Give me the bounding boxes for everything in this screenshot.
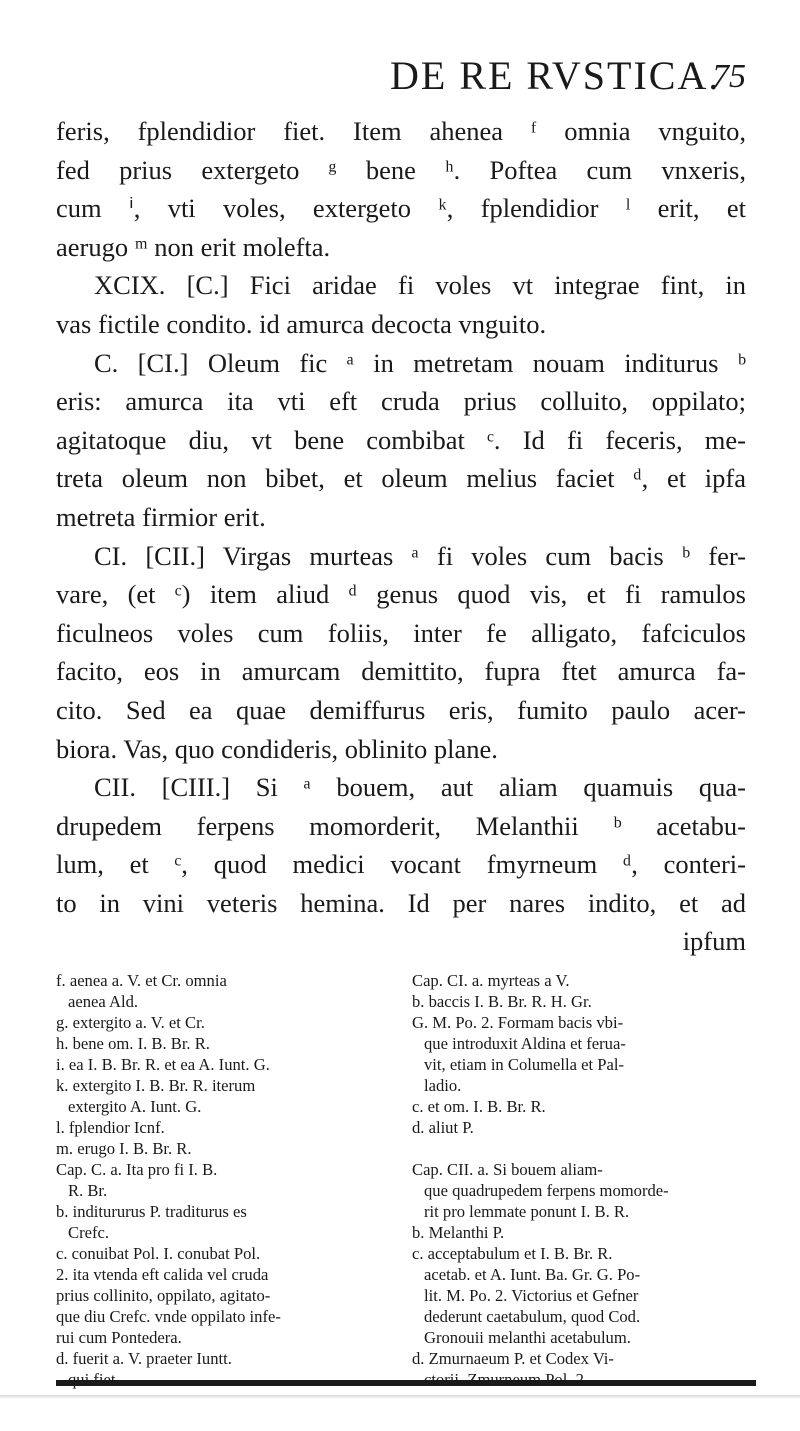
text-line: vare, (et ᶜ) item aliud ᵈ genus quod vis, et fi ramulos (56, 579, 746, 610)
text-line: vas fictile condito. id amurca decocta vnguito. (56, 308, 547, 339)
page-number: 75 (712, 58, 746, 95)
chapter-xcix-start: XCIX. [C.] Fici aridae fi voles vt integrae fint, in (94, 270, 746, 301)
footnote: aenea Ald. (68, 992, 139, 1011)
footnote: d. fuerit a. V. praeter Iuntt. (56, 1349, 232, 1368)
footnote: i. ea I. B. Br. R. et ea A. Iunt. G. (56, 1055, 270, 1074)
footnote: 2. ita vtenda eft calida vel cruda (56, 1265, 269, 1284)
text-line: feris, fplendidior fiet. Item ahenea ᶠ omnia vnguito, (56, 116, 746, 146)
text-line: cum ⁱ, vti voles, extergeto ᵏ, fplendidior ˡ erit, et (56, 193, 746, 224)
text-line: treta oleum non bibet, et oleum melius faciet ᵈ, et ipfa (56, 463, 746, 494)
catchword: ipfum (682, 926, 746, 957)
footnote: Gronouii melanthi acetabulum. (424, 1328, 631, 1347)
footnote: Cap. CII. a. Si bouem aliam- (412, 1160, 603, 1179)
main-text (56, 112, 746, 961)
text-line: fed prius extergeto ᵍ bene ʰ. Poftea cum vnxeris, (56, 154, 746, 185)
footnote: c. acceptabulum et I. B. Br. R. (412, 1244, 613, 1263)
chapter-ci-start: CI. [CII.] Virgas murteas ᵃ fi voles cum bacis ᵇ fer- (94, 540, 746, 571)
footnote: g. extergito a. V. et Cr. (56, 1013, 205, 1032)
text-line: aerugo ᵐ non erit molefta. (56, 231, 331, 262)
text-line: to in vini veteris hemina. Id per nares indito, et ad (56, 887, 746, 918)
footnote: vit, etiam in Columella et Pal- (424, 1055, 625, 1074)
running-head: DE RE RVSTICA. (390, 53, 721, 98)
footnote: m. erugo I. B. Br. R. (56, 1139, 192, 1158)
scan-edge (0, 1395, 800, 1399)
footnote: ladio. (424, 1076, 462, 1095)
chapter-cii-start: CII. [CIII.] Si ᵃ bouem, aut aliam quamuis qua- (94, 772, 746, 803)
page-bottom-rule (56, 1380, 756, 1386)
footnote: d. aliut P. (412, 1118, 474, 1137)
text-line: cito. Sed ea quae demiffurus eris, fumito paulo acer- (56, 694, 746, 725)
footnote: b. baccis I. B. Br. R. H. Gr. (412, 992, 592, 1011)
footnote: b. Melanthi P. (412, 1223, 505, 1242)
footnote: que introduxit Aldina et ferua- (424, 1034, 626, 1053)
footnote: Cap. C. a. Ita pro fi I. B. (56, 1160, 218, 1179)
notes-left-column (56, 970, 388, 1390)
footnote: rit pro lemmate ponunt I. B. R. (424, 1202, 630, 1221)
footnote: R. Br. (68, 1181, 108, 1200)
footnote: b. inditururus P. traditurus es (56, 1202, 247, 1221)
footnote-spacer (412, 1138, 744, 1159)
text-line: eris: amurca ita vti eft cruda prius colluito, oppilato; (56, 386, 746, 417)
text-line: ficulneos voles cum foliis, inter fe alligato, fafciculos (56, 617, 746, 648)
footnote: dederunt caetabulum, quod Cod. (424, 1307, 641, 1326)
footnote: que quadrupedem ferpens momorde- (424, 1181, 669, 1200)
chapter-c-start: C. [CI.] Oleum fic ᵃ in metretam nouam inditurus ᵇ (94, 347, 746, 378)
footnote: f. aenea a. V. et Cr. omnia (56, 971, 227, 990)
footnote: d. Zmurnaeum P. et Codex Vi- (412, 1349, 614, 1368)
footnote: l. fplendior Icnf. (56, 1118, 165, 1137)
footnote: lit. M. Po. 2. Victorius et Gefner (424, 1286, 639, 1305)
footnote: acetab. et A. Iunt. Ba. Gr. G. Po- (424, 1265, 641, 1284)
footnote: c. conuibat Pol. I. conubat Pol. (56, 1244, 261, 1263)
footnote: extergito A. Iunt. G. (68, 1097, 202, 1116)
footnote: Cap. CI. a. myrteas a V. (412, 971, 570, 990)
footnote: h. bene om. I. B. Br. R. (56, 1034, 210, 1053)
text-line: facito, eos in amurcam demittito, fupra ftet amurca fa- (56, 656, 746, 687)
footnote: G. M. Po. 2. Formam bacis vbi- (412, 1013, 624, 1032)
text-line: lum, et ᶜ, quod medici vocant fmyrneum ᵈ, conteri- (56, 849, 746, 880)
text-line: biora. Vas, quo condideris, oblinito plane. (56, 733, 498, 764)
page-header (0, 52, 800, 102)
footnote: que diu Crefc. vnde oppilato infe- (56, 1307, 281, 1326)
text-line: agitatoque diu, vt bene combibat ᶜ. Id fi feceris, me- (56, 424, 746, 455)
critical-apparatus (56, 970, 746, 1368)
footnote: k. extergito I. B. Br. R. iterum (56, 1076, 256, 1095)
footnote: rui cum Pontedera. (56, 1328, 182, 1347)
text-line: metreta firmior erit. (56, 501, 266, 532)
footnote: c. et om. I. B. Br. R. (412, 1097, 546, 1116)
footnote: prius collinito, oppilato, agitato- (56, 1286, 271, 1305)
notes-right-column (412, 970, 744, 1390)
text-line: drupedem ferpens momorderit, Melanthii ᵇ acetabu- (56, 810, 746, 841)
footnote: Crefc. (68, 1223, 109, 1242)
